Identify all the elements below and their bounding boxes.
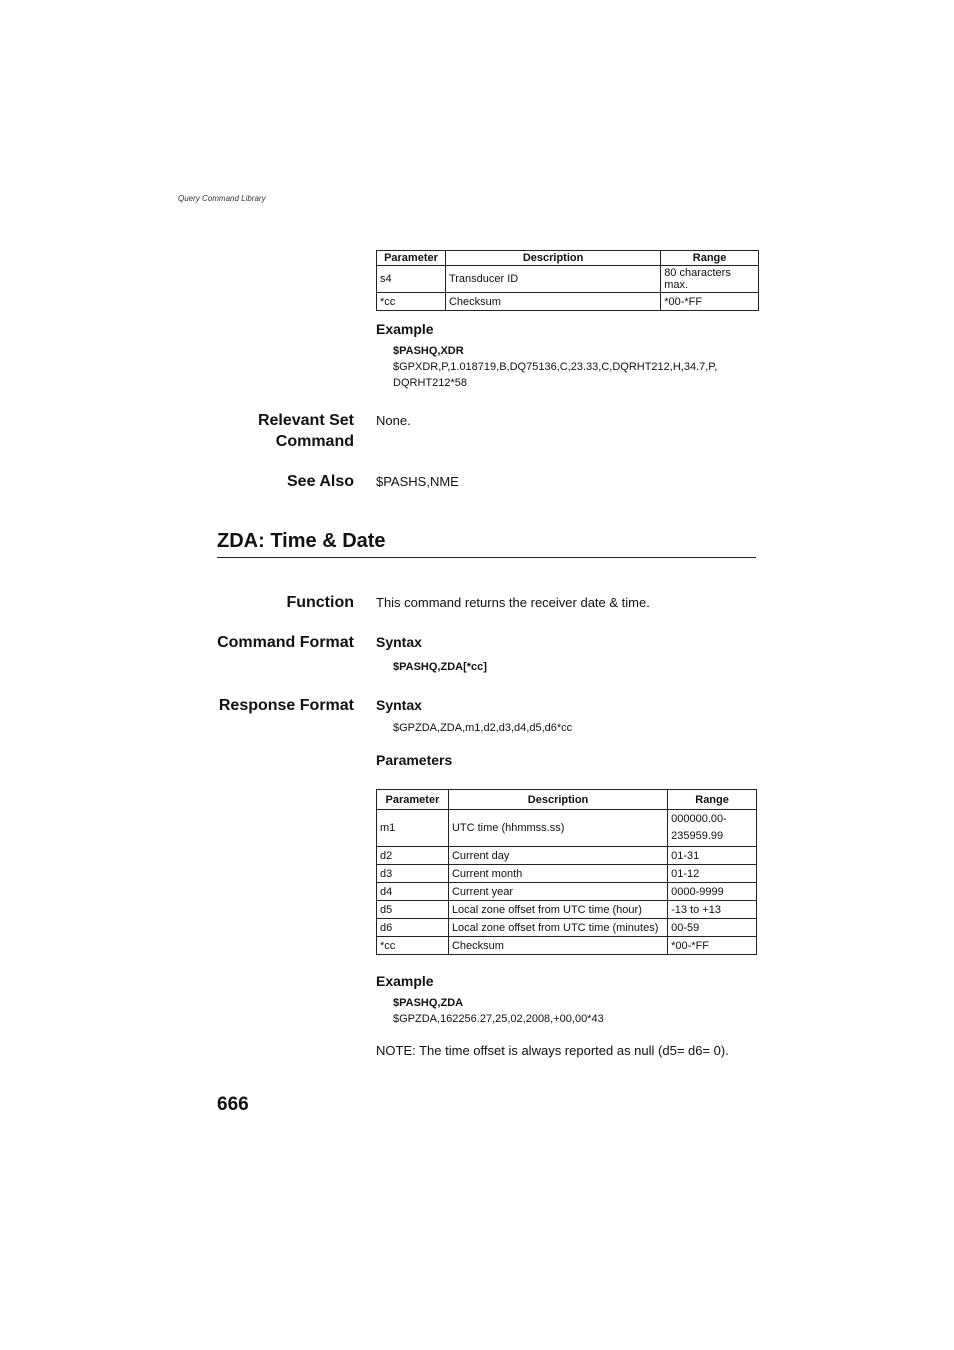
- table-header-row: [377, 251, 759, 266]
- table-cell: m1: [377, 810, 449, 847]
- table-row: [377, 847, 757, 865]
- see-also-label: See Also: [287, 473, 354, 490]
- table-cell: Local zone offset from UTC time (hour): [448, 901, 667, 919]
- command-format-label: Command Format: [217, 634, 354, 651]
- command-syntax: $PASHQ,ZDA[*cc]: [393, 661, 487, 673]
- page-number: 666: [217, 1094, 249, 1115]
- table-row: [377, 937, 757, 955]
- xdr-example-response-line1: $GPXDR,P,1.018719,B,DQ75136,C,23.33,C,DQRHT212,H,34.7,P,: [393, 361, 718, 373]
- table-cell: Checksum: [448, 937, 667, 955]
- time-offset-note: NOTE: The time offset is always reported as null (d5= d6= 0).: [376, 1043, 729, 1058]
- table-header-cell: Description: [448, 790, 667, 810]
- parameters-heading: Parameters: [376, 752, 453, 768]
- table-row: [377, 883, 757, 901]
- table-header-cell: Parameter: [377, 790, 449, 810]
- running-head: Query Command Library: [178, 194, 266, 203]
- table-cell: Local zone offset from UTC time (minutes): [448, 919, 667, 937]
- table-cell: Current day: [448, 847, 667, 865]
- table-cell: Current year: [448, 883, 667, 901]
- table-cell: d4: [377, 883, 449, 901]
- table-header-cell: Range: [661, 251, 759, 266]
- response-syntax: $GPZDA,ZDA,m1,d2,d3,d4,d5,d6*cc: [393, 722, 573, 734]
- relevant-set-command-label: [258, 410, 354, 452]
- table-cell: Checksum: [445, 293, 660, 311]
- table-cell: *00-*FF: [668, 937, 757, 955]
- zda-example-heading: Example: [376, 973, 434, 989]
- table-cell: UTC time (hhmmss.ss): [448, 810, 667, 847]
- table-cell: *00-*FF: [661, 293, 759, 311]
- table-row: [377, 901, 757, 919]
- table-cell: 0000-9999: [668, 883, 757, 901]
- xdr-parameter-table: [376, 250, 759, 311]
- table-cell: d3: [377, 865, 449, 883]
- response-format-label: Response Format: [218, 697, 354, 714]
- table-cell: Transducer ID: [445, 266, 660, 293]
- table-row: [377, 865, 757, 883]
- table-row: [377, 266, 759, 293]
- xdr-example-response-line2: DQRHT212*58: [393, 377, 467, 389]
- table-cell: *cc: [377, 937, 449, 955]
- table-cell: d2: [377, 847, 449, 865]
- table-cell: 000000.00- 235959.99: [668, 810, 757, 847]
- table-row: [377, 810, 757, 847]
- table-cell: d5: [377, 901, 449, 919]
- table-header-cell: Description: [445, 251, 660, 266]
- xdr-example-command: $PASHQ,XDR: [393, 345, 464, 357]
- table-header-row: [377, 790, 757, 810]
- relevant-set-label-line1: Relevant Set: [257, 412, 354, 429]
- table-row: [377, 919, 757, 937]
- relevant-set-command-value: None.: [376, 413, 411, 428]
- table-header-cell: Parameter: [377, 251, 446, 266]
- command-syntax-heading: Syntax: [376, 634, 422, 650]
- table-cell: 00-59: [668, 919, 757, 937]
- table-cell: s4: [377, 266, 446, 293]
- table-cell: 01-31: [668, 847, 757, 865]
- function-label: Function: [286, 594, 354, 611]
- table-row: [377, 293, 759, 311]
- zda-example-response: $GPZDA,162256.27,25,02,2008,+00,00*43: [393, 1013, 604, 1025]
- response-syntax-heading: Syntax: [376, 697, 422, 713]
- table-cell: 01-12: [668, 865, 757, 883]
- table-header-cell: Range: [668, 790, 757, 810]
- table-cell: *cc: [377, 293, 446, 311]
- table-cell: d6: [377, 919, 449, 937]
- section-title: ZDA: Time & Date: [217, 530, 386, 552]
- section-divider: [217, 557, 756, 558]
- table-cell: -13 to +13: [668, 901, 757, 919]
- relevant-set-label-line2: Command: [275, 433, 354, 450]
- xdr-example-heading: Example: [376, 321, 434, 337]
- table-cell: Current month: [448, 865, 667, 883]
- function-text: This command returns the receiver date & time.: [376, 595, 650, 610]
- zda-example-command: $PASHQ,ZDA: [393, 997, 464, 1009]
- zda-parameter-table: [376, 789, 757, 955]
- table-cell: 80 characters max.: [661, 266, 759, 293]
- see-also-value: $PASHS,NME: [376, 474, 459, 489]
